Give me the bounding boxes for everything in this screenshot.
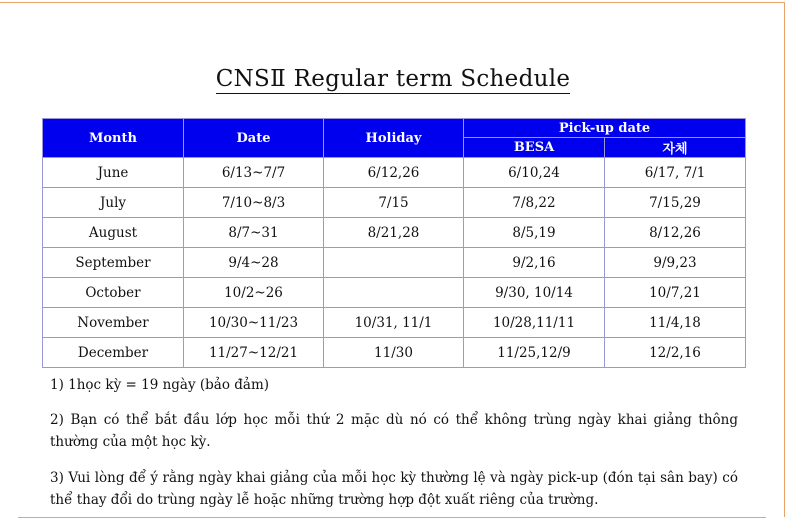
cell-self: 10/7,21 (605, 278, 746, 308)
header-holiday: Holiday (324, 119, 464, 158)
page-frame-bottom (18, 517, 766, 518)
cell-date: 11/27~12/21 (184, 338, 324, 368)
table-row (43, 218, 746, 248)
cell-date: 8/7~31 (184, 218, 324, 248)
cell-besa: 6/10,24 (464, 158, 605, 188)
cell-holiday: 6/12,26 (324, 158, 464, 188)
table-row (43, 338, 746, 368)
note-1: 1) 1học kỳ = 19 ngày (bảo đảm) (50, 377, 270, 393)
cell-holiday: 8/21,28 (324, 218, 464, 248)
cell-besa: 9/2,16 (464, 248, 605, 278)
cell-holiday (324, 278, 464, 308)
cell-self: 11/4,18 (605, 308, 746, 338)
cell-date: 7/10~8/3 (184, 188, 324, 218)
cell-date: 10/2~26 (184, 278, 324, 308)
cell-holiday: 7/15 (324, 188, 464, 218)
cell-holiday: 11/30 (324, 338, 464, 368)
cell-self: 7/15,29 (605, 188, 746, 218)
header-pickup-date: Pick-up date (464, 119, 746, 138)
note-3: 3) Vui lòng để ý rằng ngày khai giảng của mỗi học kỳ thường lệ và ngày pick-up (đón tại sân bay) có thể thay đổi do trùng ngày lễ hoặc những trường hợp đột xuất riêng của trường. (50, 470, 738, 508)
schedule-table (42, 118, 746, 368)
cell-month: September (43, 248, 184, 278)
cell-month: June (43, 158, 184, 188)
cell-besa: 7/8,22 (464, 188, 605, 218)
header-self: 자체 (605, 138, 746, 158)
cell-self: 9/9,23 (605, 248, 746, 278)
cell-besa: 11/25,12/9 (464, 338, 605, 368)
table-row (43, 188, 746, 218)
document-title (0, 66, 786, 92)
cell-month: November (43, 308, 184, 338)
table-row (43, 158, 746, 188)
table-row (43, 278, 746, 308)
cell-holiday (324, 248, 464, 278)
cell-besa: 9/30, 10/14 (464, 278, 605, 308)
header-month: Month (43, 119, 184, 158)
cell-month: August (43, 218, 184, 248)
cell-holiday: 10/31, 11/1 (324, 308, 464, 338)
cell-besa: 8/5,19 (464, 218, 605, 248)
cell-month: December (43, 338, 184, 368)
cell-month: October (43, 278, 184, 308)
table-row (43, 248, 746, 278)
cell-date: 9/4~28 (184, 248, 324, 278)
title-text: CNSⅡ Regular term Schedule (215, 66, 571, 92)
cell-self: 6/17, 7/1 (605, 158, 746, 188)
cell-self: 8/12,26 (605, 218, 746, 248)
cell-self: 12/2,16 (605, 338, 746, 368)
cell-besa: 10/28,11/11 (464, 308, 605, 338)
note-2: 2) Bạn có thể bắt đầu lớp học mỗi thứ 2 mặc dù nó có thể không trùng ngày khai giảng thông thường của một học kỳ. (50, 412, 738, 450)
header-row (43, 119, 746, 138)
header-besa: BESA (464, 138, 605, 158)
cell-date: 6/13~7/7 (184, 158, 324, 188)
table-row (43, 308, 746, 338)
header-date: Date (184, 119, 324, 158)
page-frame-top (0, 2, 785, 3)
cell-date: 10/30~11/23 (184, 308, 324, 338)
cell-month: July (43, 188, 184, 218)
